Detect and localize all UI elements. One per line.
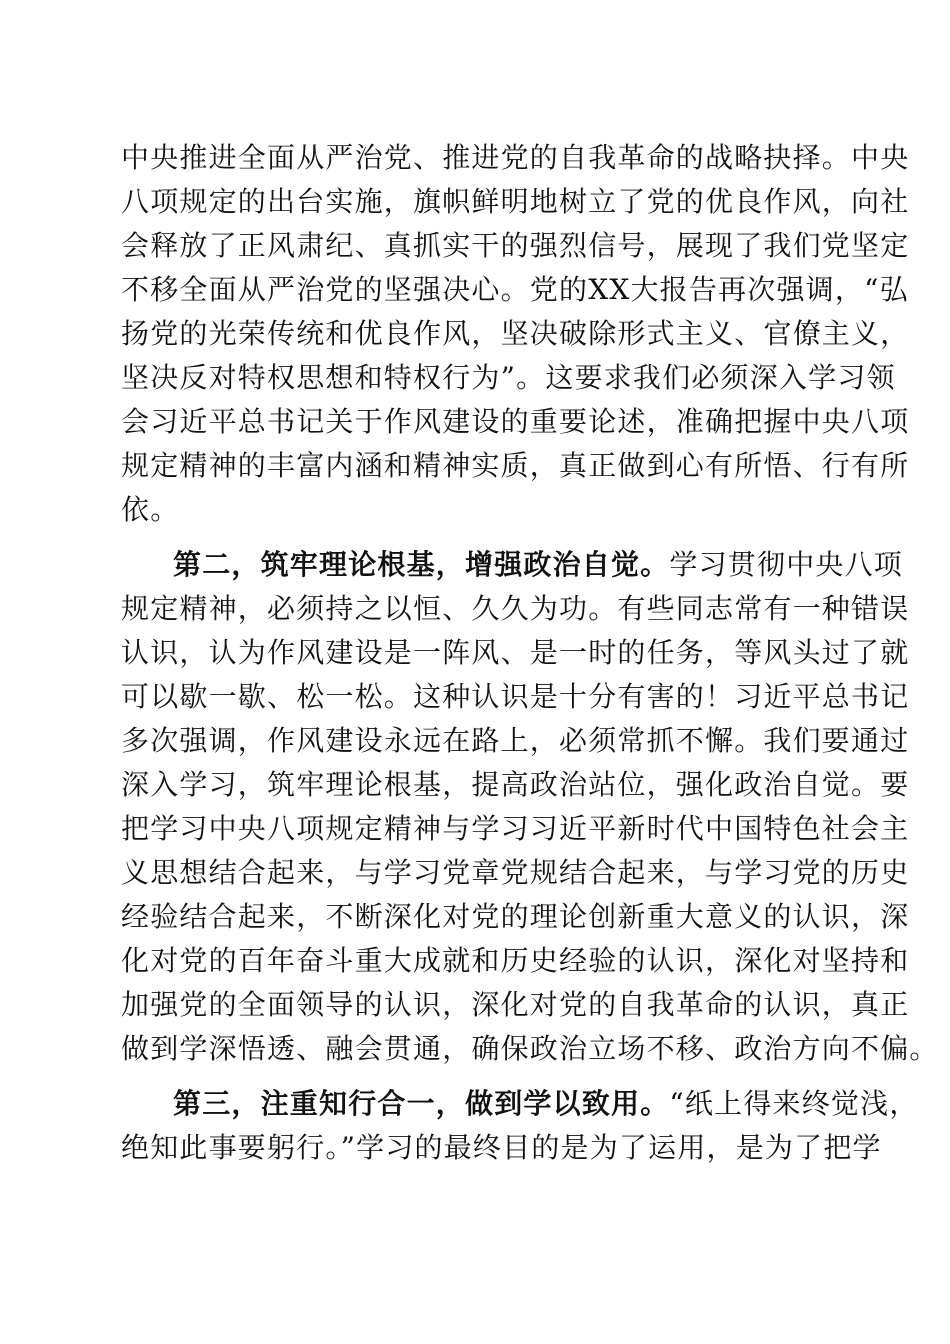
paragraph-1-line: 会习近平总书记关于作风建设的重要论述，准确把握中央八项	[121, 405, 910, 438]
paragraph-2-line: 规定精神，必须持之以恒、久久为功。有些同志常有一种错误	[121, 592, 910, 625]
paragraph-1-line: 八项规定的出台实施，旗帜鲜明地树立了党的优良作风，向社	[121, 185, 910, 218]
paragraph-2-line: 加强党的全面领导的认识，深化对党的自我革命的认识，真正	[121, 988, 910, 1021]
paragraph-2-heading: 第二，筑牢理论根基，增强政治自觉。	[173, 548, 670, 581]
paragraph-1-line: 会释放了正风肃纪、真抓实干的强烈信号，展现了我们党坚定	[121, 229, 910, 262]
paragraph-1-line: 中央推进全面从严治党、推进党的自我革命的战略抉择。中央	[121, 141, 910, 174]
paragraph-3-first-line-text: “纸上得来终觉浅，	[669, 1087, 919, 1120]
paragraph-2-line: 义思想结合起来，与学习党章党规结合起来，与学习党的历史	[121, 856, 910, 889]
paragraph-1-line: 不移全面从严治党的坚强决心。党的XX大报告再次强调，“弘	[121, 273, 909, 306]
paragraph-1-line: 坚决反对特权思想和特权行为”。这要求我们必须深入学习领	[121, 361, 896, 394]
paragraph-2-line: 做到学深悟透、融会贯通，确保政治立场不移、政治方向不偏。	[121, 1032, 939, 1065]
paragraph-3-heading: 第三，注重知行合一，做到学以致用。	[173, 1087, 670, 1120]
paragraph-1-line: 规定精神的丰富内涵和精神实质，真正做到心有所悟、行有所	[121, 449, 910, 482]
paragraph-2-line: 认识，认为作风建设是一阵风、是一时的任务，等风头过了就	[121, 636, 910, 669]
paragraph-2-line: 多次强调，作风建设永远在路上，必须常抓不懈。我们要通过	[121, 724, 910, 757]
paragraph-2-line: 可以歇一歇、松一松。这种认识是十分有害的！习近平总书记	[121, 680, 910, 713]
paragraph-2-line: 化对党的百年奋斗重大成就和历史经验的认识，深化对坚持和	[121, 944, 910, 977]
paragraph-2-first-line-text: 学习贯彻中央八项	[669, 548, 904, 581]
paragraph-2-line: 经验结合起来，不断深化对党的理论创新重大意义的认识，深	[121, 900, 910, 933]
paragraph-3-first-line	[173, 1082, 919, 1126]
paragraph-2-line: 把学习中央八项规定精神与学习习近平新时代中国特色社会主	[121, 812, 910, 845]
paragraph-3-line: 绝知此事要躬行。”学习的最终目的是为了运用，是为了把学	[121, 1131, 882, 1164]
paragraph-2-line: 深入学习，筑牢理论根基，提高政治站位，强化政治自觉。要	[121, 768, 910, 801]
paragraph-1-line: 扬党的光荣传统和优良作风，坚决破除形式主义、官僚主义，	[121, 317, 910, 350]
paragraph-2-first-line	[173, 543, 903, 587]
paragraph-1-line: 依。	[121, 493, 180, 526]
